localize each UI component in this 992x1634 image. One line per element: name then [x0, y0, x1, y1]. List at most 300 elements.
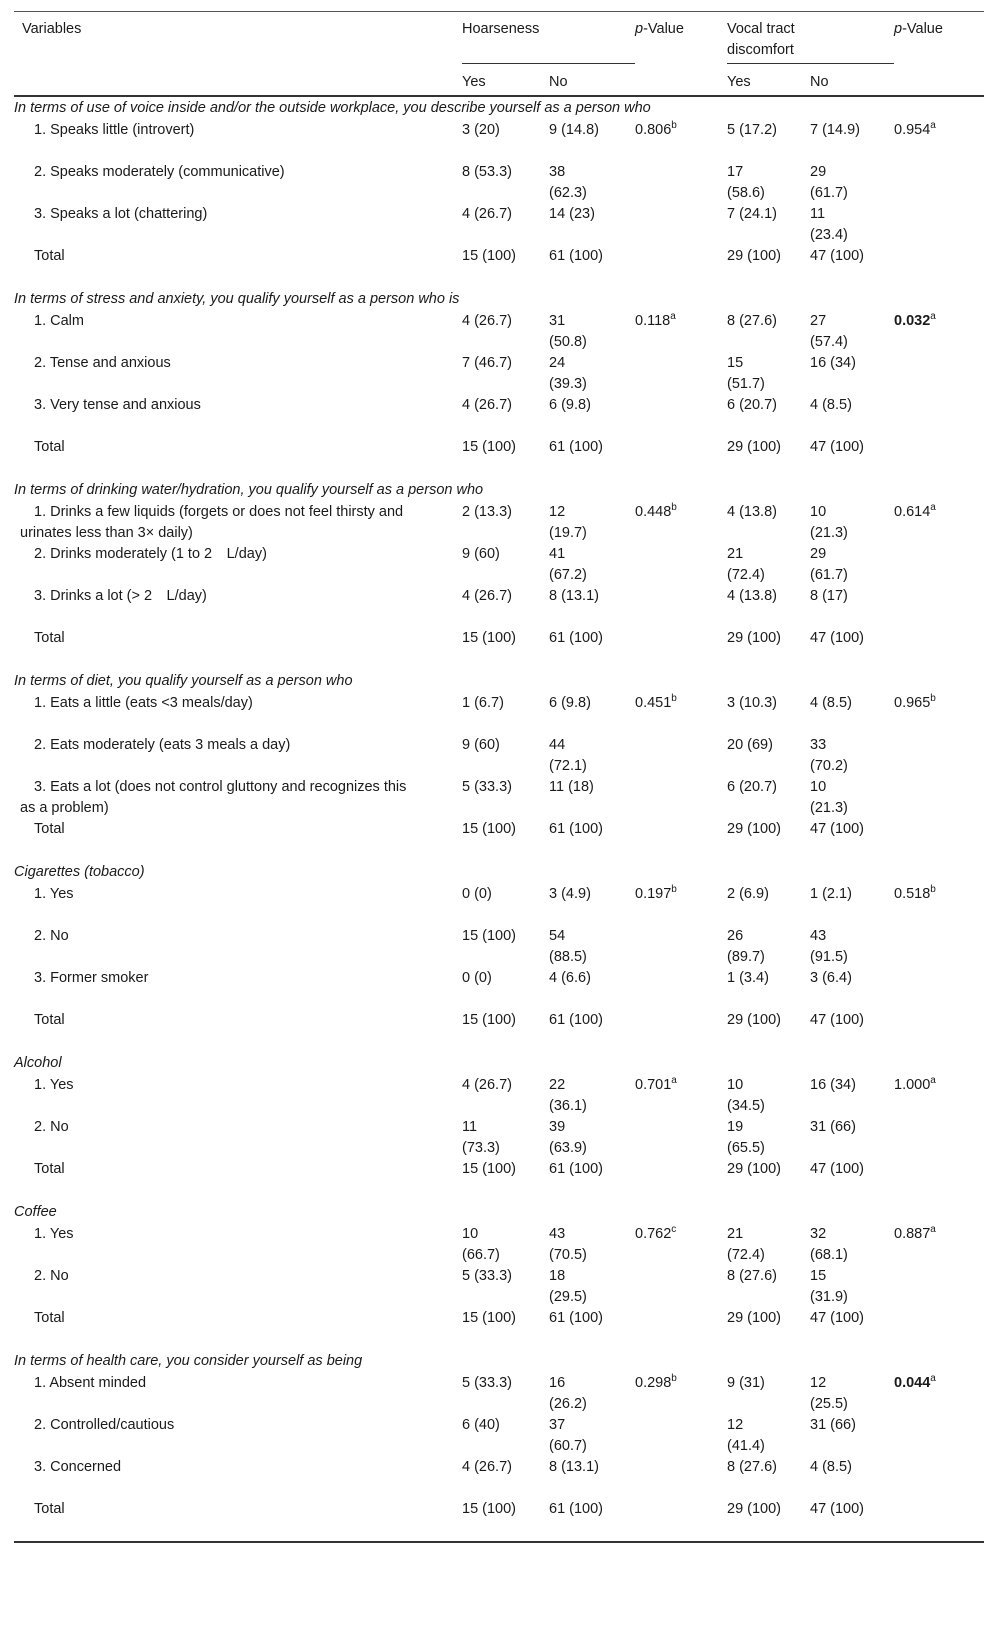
vocal-no-cell: [810, 1159, 894, 1201]
hoarseness-no-cell: [549, 544, 635, 586]
vocal-no-cell: [810, 311, 894, 353]
hoarseness-yes-cell-value: 15 (100): [462, 248, 517, 264]
header-vocal-group: [727, 12, 894, 64]
hoarseness-no-cell-value: 37 (60.7): [549, 1417, 587, 1454]
vocal-pvalue-cell-value: 1.000: [894, 1077, 931, 1093]
vocal-pvalue-cell-value: 0.518: [894, 886, 931, 902]
row-label-text: Total: [34, 439, 65, 455]
hoarseness-no-cell: [549, 502, 635, 544]
hoarseness-no-cell-value: 61 (100): [549, 439, 604, 455]
header-hoarseness-group: [462, 12, 635, 64]
hoarseness-no-cell: [549, 968, 635, 1010]
vocal-pvalue-cell: [894, 1457, 984, 1499]
row-label-text: 1. Calm: [34, 313, 84, 329]
vocal-no-cell-value: 47 (100): [810, 1310, 865, 1326]
hoarseness-yes-cell: [462, 120, 549, 162]
table-row: [14, 926, 984, 968]
hoarseness-no-cell-value: 61 (100): [549, 1161, 604, 1177]
row-label: [14, 353, 462, 395]
hoarseness-no-cell-value: 9 (14.8): [549, 122, 599, 138]
vocal-pvalue-cell: [894, 968, 984, 1010]
vocal-pvalue-cell: [894, 693, 984, 735]
hoarseness-no-cell-value: 61 (100): [549, 1310, 604, 1326]
header-vocal: Vocal tract discomfort: [727, 21, 795, 58]
vocal-yes-cell: [727, 1010, 810, 1052]
vocal-pvalue-cell: [894, 1308, 984, 1350]
hoarseness-yes-cell: [462, 777, 549, 819]
vocal-no-cell-value: 4 (8.5): [810, 397, 852, 413]
vocal-yes-cell: [727, 437, 810, 479]
hoarseness-yes-cell-value: 5 (33.3): [462, 1268, 512, 1284]
vocal-no-cell-value: 27 (57.4): [810, 313, 848, 350]
hoarseness-yes-cell-value: 15 (100): [462, 439, 517, 455]
vocal-no-cell: [810, 628, 894, 670]
vocal-no-cell-value: 11 (23.4): [810, 206, 848, 243]
table-row: [14, 437, 984, 479]
row-label: [14, 120, 462, 162]
vocal-no-cell: [810, 819, 894, 861]
hoarseness-no-cell-value: 61 (100): [549, 248, 604, 264]
header-pvalue-p: p: [894, 21, 903, 37]
vocal-yes-cell-value: 6 (20.7): [727, 779, 777, 795]
vocal-yes-cell-value: 17 (58.6): [727, 164, 765, 201]
section-header-row: [14, 97, 984, 120]
hoarseness-no-cell-value: 39 (63.9): [549, 1119, 587, 1156]
vocal-yes-cell: [727, 544, 810, 586]
section-title: Coffee: [14, 1204, 57, 1220]
vocal-no-cell: [810, 1457, 894, 1499]
table-row: [14, 1224, 984, 1266]
vocal-pvalue-cell: [894, 1415, 984, 1457]
table-row: [14, 1499, 984, 1542]
vocal-pvalue-cell: [894, 819, 984, 861]
hoarseness-pvalue-cell-value: 0.298: [635, 1375, 672, 1391]
vocal-yes-cell: [727, 353, 810, 395]
hoarseness-pvalue-cell: [635, 395, 727, 437]
hoarseness-no-cell-value: 61 (100): [549, 630, 604, 646]
vocal-yes-cell-value: 29 (100): [727, 248, 782, 264]
row-label-text: 2. No: [34, 1268, 69, 1284]
hoarseness-pvalue-cell: [635, 162, 727, 204]
hoarseness-pvalue-cell: [635, 353, 727, 395]
row-label-text: Total: [34, 1012, 65, 1028]
hoarseness-yes-cell: [462, 1499, 549, 1542]
row-label-text: 1. Eats a little (eats <3 meals/day): [34, 695, 253, 711]
vocal-no-cell: [810, 162, 894, 204]
vocal-yes-cell: [727, 1457, 810, 1499]
vocal-yes-cell-value: 29 (100): [727, 1310, 782, 1326]
hoarseness-yes-cell-value: 2 (13.3): [462, 504, 512, 520]
hoarseness-yes-cell: [462, 1010, 549, 1052]
section-header-row: [14, 861, 984, 884]
hoarseness-pvalue-cell: [635, 1159, 727, 1201]
row-label: [14, 1224, 462, 1266]
hoarseness-no-cell-value: 61 (100): [549, 1501, 604, 1517]
hoarseness-yes-cell-value: 5 (33.3): [462, 1375, 512, 1391]
table-row: [14, 735, 984, 777]
vocal-pvalue-cell-superscript: a: [930, 502, 936, 514]
vocal-yes-cell: [727, 1266, 810, 1308]
vocal-yes-cell: [727, 586, 810, 628]
hoarseness-pvalue-cell-superscript: b: [671, 884, 677, 896]
section-title: In terms of drinking water/hydration, you qualify yourself as a person who: [14, 482, 484, 498]
header-hoarseness-yes: Yes: [462, 64, 549, 97]
hoarseness-yes-cell: [462, 735, 549, 777]
hoarseness-no-cell: [549, 777, 635, 819]
hoarseness-pvalue-cell: [635, 586, 727, 628]
hoarseness-yes-cell: [462, 1457, 549, 1499]
vocal-yes-cell: [727, 819, 810, 861]
row-label: [14, 1159, 462, 1201]
header-hoarseness-no: No: [549, 64, 635, 97]
hoarseness-yes-cell-value: 15 (100): [462, 928, 517, 944]
row-label: [14, 437, 462, 479]
vocal-pvalue-cell: [894, 1224, 984, 1266]
vocal-pvalue-cell: [894, 628, 984, 670]
hoarseness-yes-cell: [462, 1415, 549, 1457]
hoarseness-no-cell-value: 61 (100): [549, 1012, 604, 1028]
vocal-no-cell: [810, 395, 894, 437]
hoarseness-no-cell-value: 44 (72.1): [549, 737, 587, 774]
hoarseness-no-cell-value: 24 (39.3): [549, 355, 587, 392]
vocal-pvalue-cell: [894, 926, 984, 968]
hoarseness-no-cell: [549, 1224, 635, 1266]
vocal-yes-cell-value: 8 (27.6): [727, 1459, 777, 1475]
vocal-yes-cell-value: 29 (100): [727, 439, 782, 455]
row-label: [14, 1415, 462, 1457]
vocal-yes-cell-value: 29 (100): [727, 821, 782, 837]
hoarseness-no-cell-value: 38 (62.3): [549, 164, 587, 201]
vocal-pvalue-cell: [894, 777, 984, 819]
row-label-text: 2. Eats moderately (eats 3 meals a day): [34, 737, 291, 753]
vocal-yes-cell: [727, 628, 810, 670]
hoarseness-pvalue-cell-value: 0.448: [635, 504, 672, 520]
table-row: [14, 395, 984, 437]
vocal-yes-cell-value: 12 (41.4): [727, 1417, 765, 1454]
vocal-yes-cell: [727, 735, 810, 777]
hoarseness-no-cell: [549, 1499, 635, 1542]
vocal-pvalue-cell: [894, 586, 984, 628]
vocal-no-cell-value: 4 (8.5): [810, 695, 852, 711]
table-row: [14, 1415, 984, 1457]
row-label-text: Total: [34, 821, 65, 837]
hoarseness-pvalue-cell: [635, 926, 727, 968]
vocal-pvalue-cell: [894, 204, 984, 246]
hoarseness-yes-cell: [462, 1224, 549, 1266]
hoarseness-pvalue-cell-value: 0.701: [635, 1077, 672, 1093]
vocal-yes-cell: [727, 162, 810, 204]
section-header-row: [14, 479, 984, 502]
hoarseness-no-cell-value: 11 (18): [549, 779, 594, 795]
row-label-text: 1. Speaks little (introvert): [34, 122, 195, 138]
hoarseness-no-cell: [549, 1075, 635, 1117]
vocal-no-cell-value: 7 (14.9): [810, 122, 860, 138]
table-row: [14, 1457, 984, 1499]
hoarseness-yes-cell-value: 8 (53.3): [462, 164, 512, 180]
hoarseness-yes-cell-value: 9 (60): [462, 546, 500, 562]
vocal-yes-cell-value: 20 (69): [727, 737, 773, 753]
hoarseness-pvalue-cell: [635, 437, 727, 479]
hoarseness-pvalue-cell-superscript: c: [671, 1224, 677, 1236]
hoarseness-yes-cell: [462, 1159, 549, 1201]
vocal-pvalue-cell-superscript: a: [930, 120, 936, 132]
vocal-pvalue-cell: [894, 1010, 984, 1052]
vocal-yes-cell: [727, 311, 810, 353]
vocal-pvalue-cell: [894, 884, 984, 926]
table-row: [14, 884, 984, 926]
hoarseness-pvalue-cell: [635, 1415, 727, 1457]
hoarseness-no-cell-value: 6 (9.8): [549, 397, 591, 413]
vocal-no-cell-value: 31 (66): [810, 1417, 856, 1433]
row-label-text: 2. Drinks moderately (1 to 2 L/day): [34, 546, 267, 562]
vocal-yes-cell: [727, 968, 810, 1010]
hoarseness-yes-cell: [462, 1117, 549, 1159]
vocal-no-cell: [810, 1373, 894, 1415]
vocal-pvalue-cell-superscript: a: [930, 1373, 936, 1385]
hoarseness-pvalue-cell: [635, 1266, 727, 1308]
vocal-pvalue-cell-superscript: a: [930, 1224, 936, 1236]
hoarseness-no-cell-value: 8 (13.1): [549, 588, 599, 604]
hoarseness-yes-cell-value: 11 (73.3): [462, 1119, 500, 1156]
hoarseness-pvalue-cell: [635, 1457, 727, 1499]
hoarseness-pvalue-cell: [635, 1224, 727, 1266]
row-label: [14, 1266, 462, 1308]
hoarseness-yes-cell: [462, 926, 549, 968]
row-label-text: 3. Drinks a lot (> 2 L/day): [34, 588, 207, 604]
section-header-row: [14, 1201, 984, 1224]
hoarseness-yes-cell-value: 15 (100): [462, 821, 517, 837]
table-row: [14, 1308, 984, 1350]
table-row: [14, 204, 984, 246]
hoarseness-yes-cell: [462, 1266, 549, 1308]
table-row: [14, 1266, 984, 1308]
row-label: [14, 1010, 462, 1052]
vocal-no-cell-value: 29 (61.7): [810, 546, 848, 583]
row-label-text: Total: [34, 248, 65, 264]
hoarseness-no-cell-value: 43 (70.5): [549, 1226, 587, 1263]
table-row: [14, 311, 984, 353]
hoarseness-pvalue-cell: [635, 120, 727, 162]
vocal-yes-cell: [727, 1308, 810, 1350]
vocal-pvalue-cell-superscript: a: [930, 1075, 936, 1087]
hoarseness-yes-cell-value: 15 (100): [462, 1310, 517, 1326]
hoarseness-yes-cell-value: 4 (26.7): [462, 588, 512, 604]
vocal-yes-cell-value: 6 (20.7): [727, 397, 777, 413]
vocal-pvalue-cell-value: 0.044: [894, 1375, 931, 1391]
hoarseness-no-cell-value: 6 (9.8): [549, 695, 591, 711]
section-title: In terms of health care, you consider yourself as being: [14, 1353, 363, 1369]
hoarseness-pvalue-cell-superscript: b: [671, 1373, 677, 1385]
table-header: [14, 12, 984, 98]
row-label-text: 2. Controlled/cautious: [34, 1417, 175, 1433]
row-label: [14, 1373, 462, 1415]
vocal-pvalue-cell: [894, 1373, 984, 1415]
table-row: [14, 544, 984, 586]
header-hoarseness: Hoarseness: [462, 21, 540, 37]
hoarseness-yes-cell-value: 15 (100): [462, 630, 517, 646]
vocal-no-cell: [810, 1266, 894, 1308]
vocal-no-cell-value: 3 (6.4): [810, 970, 852, 986]
vocal-yes-cell-value: 1 (3.4): [727, 970, 769, 986]
hoarseness-yes-cell-value: 15 (100): [462, 1161, 517, 1177]
section-header-row: [14, 288, 984, 311]
hoarseness-no-cell-value: 12 (19.7): [549, 504, 587, 541]
vocal-yes-cell: [727, 1224, 810, 1266]
hoarseness-no-cell-value: 61 (100): [549, 821, 604, 837]
hoarseness-yes-cell-value: 6 (40): [462, 1417, 500, 1433]
vocal-no-cell-value: 47 (100): [810, 1012, 865, 1028]
vocal-yes-cell: [727, 120, 810, 162]
vocal-pvalue-cell: [894, 437, 984, 479]
hoarseness-yes-cell-value: 9 (60): [462, 737, 500, 753]
header-variables: Variables: [14, 12, 462, 97]
vocal-pvalue-cell-value: 0.954: [894, 122, 931, 138]
row-label-text: 1. Drinks a few liquids (forgets or does not feel thirsty and urinates less than 3× daily): [20, 504, 404, 541]
hoarseness-pvalue-cell: [635, 968, 727, 1010]
vocal-yes-cell-value: 2 (6.9): [727, 886, 769, 902]
row-label: [14, 693, 462, 735]
row-label: [14, 502, 462, 544]
row-label: [14, 968, 462, 1010]
vocal-yes-cell-value: 29 (100): [727, 1501, 782, 1517]
hoarseness-no-cell: [549, 353, 635, 395]
hoarseness-pvalue-cell-value: 0.762: [635, 1226, 672, 1242]
vocal-yes-cell-value: 15 (51.7): [727, 355, 765, 392]
hoarseness-no-cell: [549, 120, 635, 162]
hoarseness-yes-cell: [462, 544, 549, 586]
vocal-pvalue-cell: [894, 735, 984, 777]
hoarseness-pvalue-cell: [635, 1075, 727, 1117]
vocal-no-cell-value: 10 (21.3): [810, 504, 848, 541]
hoarseness-yes-cell: [462, 1373, 549, 1415]
vocal-yes-cell-value: 7 (24.1): [727, 206, 777, 222]
hoarseness-pvalue-cell: [635, 1010, 727, 1052]
row-label: [14, 884, 462, 926]
vocal-no-cell: [810, 204, 894, 246]
row-label-text: 2. No: [34, 1119, 69, 1135]
vocal-pvalue-cell: [894, 311, 984, 353]
vocal-pvalue-cell: [894, 1075, 984, 1117]
hoarseness-yes-cell-value: 10 (66.7): [462, 1226, 500, 1263]
hoarseness-no-cell: [549, 926, 635, 968]
table-row: [14, 1117, 984, 1159]
hoarseness-pvalue-cell-superscript: b: [671, 120, 677, 132]
table-row: [14, 819, 984, 861]
row-label-text: 3. Eats a lot (does not control gluttony and recognizes this as a problem): [20, 779, 407, 816]
section-title: Cigarettes (tobacco): [14, 864, 145, 880]
vocal-pvalue-cell: [894, 502, 984, 544]
hoarseness-no-cell: [549, 693, 635, 735]
row-label: [14, 1308, 462, 1350]
hoarseness-yes-cell-value: 4 (26.7): [462, 1077, 512, 1093]
vocal-no-cell: [810, 693, 894, 735]
vocal-no-cell-value: 29 (61.7): [810, 164, 848, 201]
hoarseness-pvalue-cell: [635, 819, 727, 861]
table-row: [14, 162, 984, 204]
hoarseness-yes-cell-value: 4 (26.7): [462, 206, 512, 222]
vocal-pvalue-cell: [894, 1499, 984, 1542]
vocal-pvalue-cell: [894, 353, 984, 395]
vocal-no-cell-value: 47 (100): [810, 1501, 865, 1517]
table-row: [14, 628, 984, 670]
hoarseness-pvalue-cell: [635, 735, 727, 777]
section-header-row: [14, 1052, 984, 1075]
vocal-no-cell: [810, 1010, 894, 1052]
hoarseness-no-cell: [549, 628, 635, 670]
vocal-yes-cell: [727, 1415, 810, 1457]
hoarseness-yes-cell-value: 4 (26.7): [462, 397, 512, 413]
hoarseness-no-cell-value: 31 (50.8): [549, 313, 587, 350]
vocal-yes-cell: [727, 884, 810, 926]
hoarseness-yes-cell: [462, 246, 549, 288]
header-vocal-no: No: [810, 64, 894, 97]
vocal-yes-cell: [727, 204, 810, 246]
header-pvalue-rest: -Value: [902, 21, 943, 37]
hoarseness-no-cell: [549, 162, 635, 204]
vocal-yes-cell-value: 29 (100): [727, 1012, 782, 1028]
vocal-no-cell: [810, 735, 894, 777]
table-body: [14, 97, 984, 1542]
vocal-no-cell-value: 8 (17): [810, 588, 848, 604]
row-label-text: 3. Former smoker: [34, 970, 149, 986]
hoarseness-no-cell-value: 16 (26.2): [549, 1375, 587, 1412]
hoarseness-yes-cell-value: 5 (33.3): [462, 779, 512, 795]
row-label: [14, 1075, 462, 1117]
vocal-yes-cell-value: 9 (31): [727, 1375, 765, 1391]
hoarseness-no-cell: [549, 395, 635, 437]
vocal-no-cell-value: 1 (2.1): [810, 886, 852, 902]
vocal-yes-cell-value: 4 (13.8): [727, 504, 777, 520]
row-label: [14, 819, 462, 861]
vocal-no-cell-value: 4 (8.5): [810, 1459, 852, 1475]
hoarseness-pvalue-cell: [635, 1308, 727, 1350]
hoarseness-pvalue-cell: [635, 204, 727, 246]
hoarseness-yes-cell: [462, 204, 549, 246]
vocal-yes-cell: [727, 1499, 810, 1542]
header-pvalue-rest: -Value: [643, 21, 684, 37]
row-label-text: Total: [34, 1161, 65, 1177]
vocal-pvalue-cell: [894, 246, 984, 288]
hoarseness-yes-cell: [462, 968, 549, 1010]
row-label: [14, 926, 462, 968]
hoarseness-no-cell-value: 14 (23): [549, 206, 595, 222]
vocal-no-cell: [810, 1224, 894, 1266]
table-row: [14, 968, 984, 1010]
row-label-text: 2. No: [34, 928, 69, 944]
row-label: [14, 162, 462, 204]
hoarseness-pvalue-cell: [635, 1499, 727, 1542]
hoarseness-yes-cell: [462, 884, 549, 926]
hoarseness-no-cell-value: 22 (36.1): [549, 1077, 587, 1114]
hoarseness-yes-cell: [462, 1075, 549, 1117]
table-row: [14, 353, 984, 395]
vocal-no-cell: [810, 926, 894, 968]
vocal-no-cell: [810, 246, 894, 288]
vocal-pvalue-cell-value: 0.614: [894, 504, 931, 520]
row-label: [14, 204, 462, 246]
row-label-text: 1. Yes: [34, 886, 74, 902]
hoarseness-pvalue-cell-superscript: a: [670, 311, 676, 323]
hoarseness-yes-cell: [462, 819, 549, 861]
vocal-no-cell-value: 47 (100): [810, 439, 865, 455]
hoarseness-no-cell: [549, 819, 635, 861]
hoarseness-no-cell: [549, 1159, 635, 1201]
row-label-text: 3. Speaks a lot (chattering): [34, 206, 208, 222]
vocal-yes-cell-value: 5 (17.2): [727, 122, 777, 138]
header-pvalue-2: [894, 12, 984, 97]
vocal-no-cell: [810, 1308, 894, 1350]
vocal-pvalue-cell: [894, 162, 984, 204]
